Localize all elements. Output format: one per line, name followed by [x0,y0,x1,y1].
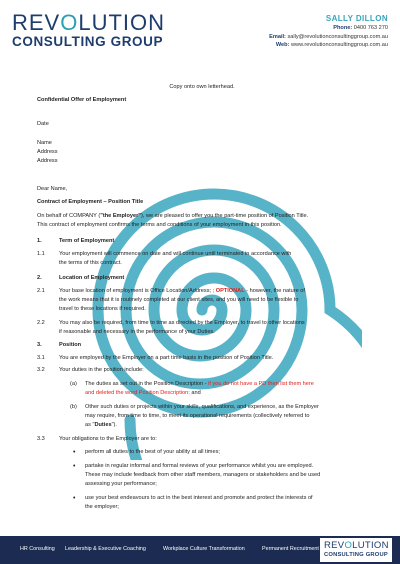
footer-service-recruitment: Permanent Recruitment [262,546,319,552]
clause-2-2-line-1: You may also be required, from time to time as directed by the Employer, to travel to other locations [59,320,305,326]
clause-2-2-line-2: if reasonable and necessary in the performance of your Duties. [59,329,215,335]
section-2-title: Location of Employment [59,275,125,281]
clause-2-1-number: 2.1 [37,288,45,294]
clause-3-2-number: 3.2 [37,367,45,373]
bullet-1-marker: • [73,449,76,456]
bullet-3-line-2: the employer; [85,504,119,510]
logo-wordmark: REVOLUTION [12,10,166,35]
section-1-title: Term of Employment [59,238,115,244]
bullet-2-marker: • [73,463,76,470]
clause-3-2-line-1: Your duties in the position include: [59,367,144,373]
footer-bar [0,536,400,564]
contract-title: Contract of Employment – Position Title [37,199,144,205]
item-a-line-1: The duties as set out in the Position Description - if you do not have a PD then list them here [85,381,314,387]
contact-email: Email: sally@revolutionconsultinggroup.com.au [269,33,388,40]
item-b-line-3: as "Duties"). [85,422,117,428]
document-heading: Confidential Offer of Employment [37,97,127,103]
date-field: Date [37,121,49,127]
item-a-number: (a) [70,381,77,387]
clause-2-1-line-2: the work means that it is routinely completed at our client sites, and you will need to be flexible to [59,297,299,303]
bullet-2-line-2: These may include feedback from other staff members, managers or stakeholders and be used [85,472,321,478]
bullet-2-line-3: assessing your performance; [85,481,157,487]
salutation: Dear Name, [37,186,68,192]
letterhead-note: Copy onto own letterhead. [169,84,235,90]
clause-2-1-line-1: Your base location of employment is Office Location/Address; ; OPTIONAL - however, the nature of [59,288,305,294]
item-a-line-2: and deleted the word Position Description; and [85,390,201,396]
item-b-number: (b) [70,404,77,410]
logo-subtitle: CONSULTING GROUP [12,34,164,49]
contact-name: SALLY DILLON [325,14,388,23]
footer-logo: REVOLUTION CONSULTING GROUP [320,538,392,562]
clause-3-1-number: 3.1 [37,355,45,361]
section-2-number: 2. [37,275,42,281]
footer-service-coaching: Leadership & Executive Coaching [65,546,146,552]
section-3-title: Position [59,342,82,348]
contact-web: Web: www.revolutionconsultinggroup.com.au [275,42,388,48]
recipient-address-1: Address [37,149,58,155]
bullet-2-line-1: partake in regular informal and formal reviews of your performance whilst you are employed. [85,463,314,469]
footer-service-hr: HR Consulting [20,546,55,552]
company-logo [12,12,165,50]
clause-1-1-line-2: the terms of this contract. [59,260,122,266]
bullet-1-text: perform all duties to the best of your ability at all times; [85,449,220,455]
item-b-line-2: may require, from time to time, to meet its operational requirements (collectively referred to [85,413,310,419]
section-3-number: 3. [37,342,42,348]
clause-3-3-line-1: Your obligations to the Employer are to: [59,436,157,442]
footer-service-culture: Workplace Culture Transformation [163,546,245,552]
item-b-line-1: Other such duties or projects within your skills, qualifications, and experience, as the Employer [85,404,319,410]
contact-block [269,13,388,50]
clause-3-1-line-1: You are employed by the Employer on a part time basis in the position of Position Title. [59,355,274,361]
intro-paragraph: On behalf of COMPANY ("the Employer"), we are pleased to offer you the part-time position of Position Title. [37,213,309,219]
contact-phone: Phone: 0400 763 270 [333,25,388,31]
bullet-3-marker: • [73,495,76,502]
clause-2-1-line-3: travel to these locations if required. [59,306,146,312]
clause-3-3-number: 3.3 [37,436,45,442]
intro-paragraph-2: This contract of employment confirms the terms and conditions of your employment in this position. [37,222,282,228]
clause-1-1-number: 1.1 [37,251,45,257]
clause-1-1-line-1: Your employment will commence on date and will continue until terminated in accordance with [59,251,292,257]
recipient-address-2: Address [37,158,58,164]
bullet-3-line-1: use your best endeavours to act in the best interest and promote and protect the interests of [85,495,313,501]
section-1-number: 1. [37,238,42,244]
recipient-name: Name [37,140,52,146]
clause-2-2-number: 2.2 [37,320,45,326]
